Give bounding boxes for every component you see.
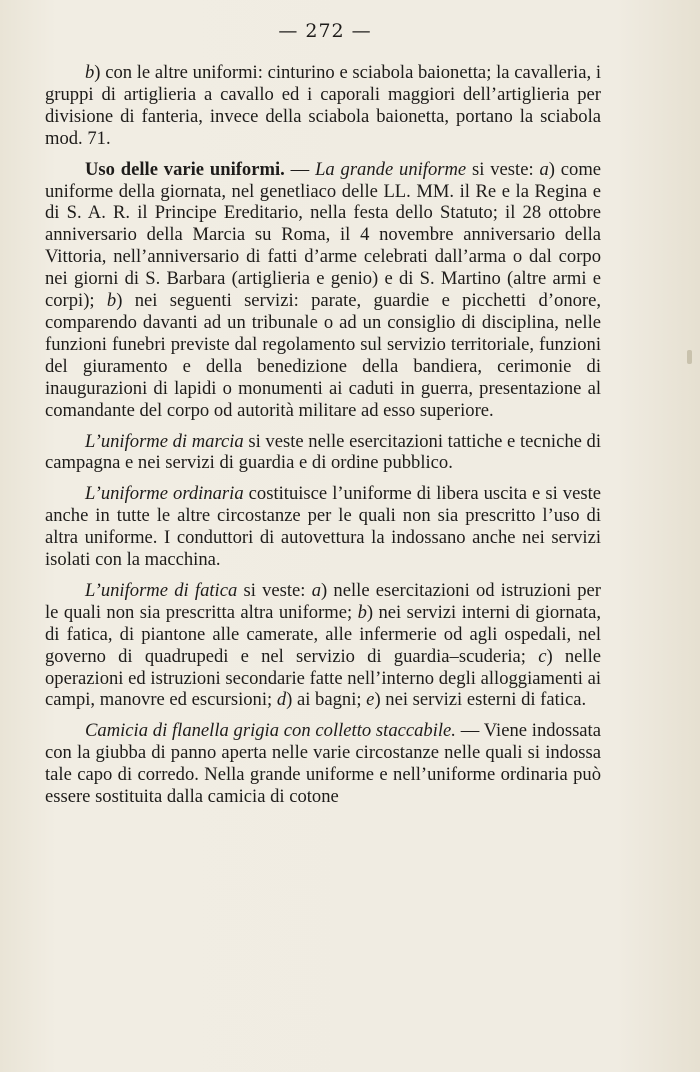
paragraph-text: ) nei servizi interni di giornata, di fatica, di piantone alle camerate, alle infermerie od agli ospedali, nel governo di quadrupedi e nel servizio di guardia–scuderia; — [45, 601, 601, 667]
paragraph-text: si veste: — [237, 579, 312, 601]
paragraph-camicia — [45, 720, 601, 808]
item-letter: c — [538, 645, 547, 667]
paragraph-text: ) nei seguenti servizi: parate, guardie e picchetti d’onore, comparendo davanti ad un tribunale o ad un consiglio di disciplina, nelle funzioni funebri previste dal regolamento sul servizio territoriale, funzioni del giuramento e della benedizione della bandiera, cerimonie di inaugurazioni di lapidi o monumenti ai caduti in guerra, presentazione al comandante del corpo od autorità militare ad esso superiore. — [45, 290, 602, 421]
term-grande-uniforme: La grande uniforme — [315, 158, 467, 180]
paragraph-text: ) con le altre uniformi: cinturino e sciabola baionetta; la cavalleria, i gruppi di artiglieria a cavallo ed i caporali maggiori dell’artiglieria per divisione di fanteria, invece della sciabola baionetta, portano la sciabola mod. 71. — [45, 62, 601, 149]
term-uniforme-ordinaria: L’uniforme ordinaria — [85, 483, 244, 505]
paragraph-uniform-use — [45, 159, 601, 422]
paragraph-marcia — [45, 431, 601, 475]
paragraph-text: costituisce l’uniforme di libera uscita e si veste anche in tutte le altre circostanze per le quali non sia prescritto l’uso di altra uniforme. I conduttori di autovettura la indossano anche nei servizi isolati con la macchina. — [45, 483, 601, 571]
paragraph-sabre — [45, 62, 601, 150]
term-uniforme-marcia: L’uniforme di marcia — [85, 430, 244, 452]
paragraph-text: ) come uniforme della giornata, nel genetliaco delle LL. MM. il Re e la Regina e di S. A. R. il Principe Ereditario, nella festa dello Statuto; il 28 ottobre anniversario della Marcia su Roma, il 4 novembre anniversario della Vittoria, nell’anniversario di fatti d’arme celebrati dall’arma o dal corpo nei giorni di S. Barbara (artiglieria e genio) e di S. Martino (altre armi e corpi); — [45, 158, 602, 312]
paragraph-text: Viene indossata con la giubba di panno aperta nelle varie circostanze nelle quali si indossa tale capo di corredo. Nella grande uniforme e nell’uniforme ordinaria può essere sostituita dalla camicia di cotone — [45, 720, 601, 808]
paragraph-ordinaria — [45, 483, 601, 571]
item-letter: e — [366, 689, 375, 711]
item-letter: a — [311, 579, 322, 601]
section-heading: Uso delle varie uniformi. — [85, 158, 285, 180]
paragraph-text: ) ai bagni; — [286, 689, 367, 711]
term-uniforme-fatica: L’uniforme di fatica — [85, 579, 238, 601]
dash: — — [284, 158, 316, 180]
paragraph-text: si veste: — [466, 158, 540, 180]
item-letter: d — [276, 689, 287, 711]
item-letter: b — [357, 601, 367, 623]
paragraph-text: ) nelle operazioni ed istruzioni secondarie fatte nell’interno degli alloggiamenti ai campi, manovre ed escursioni; — [45, 645, 601, 711]
item-letter: b — [106, 290, 117, 312]
term-camicia-flanella: Camicia di flanella grigia con colletto staccabile. — [85, 720, 456, 742]
paragraph-text: ) nelle esercitazioni od istruzioni per le quali non sia prescritta altra uniforme; — [45, 579, 602, 623]
page-number: — 272 — — [278, 20, 372, 42]
paragraph-text: si veste nelle esercitazioni tattiche e tecniche di campagna e nei servizi di guardia e di ordine pubblico. — [45, 430, 601, 474]
dash: — — [455, 720, 480, 742]
body-text — [45, 62, 601, 817]
item-letter: b — [85, 62, 95, 83]
paragraph-text: ) nei servizi esterni di fatica. — [374, 689, 587, 711]
item-letter: a — [539, 158, 549, 180]
page-edge-mark — [687, 350, 692, 364]
paragraph-fatica — [45, 580, 601, 711]
